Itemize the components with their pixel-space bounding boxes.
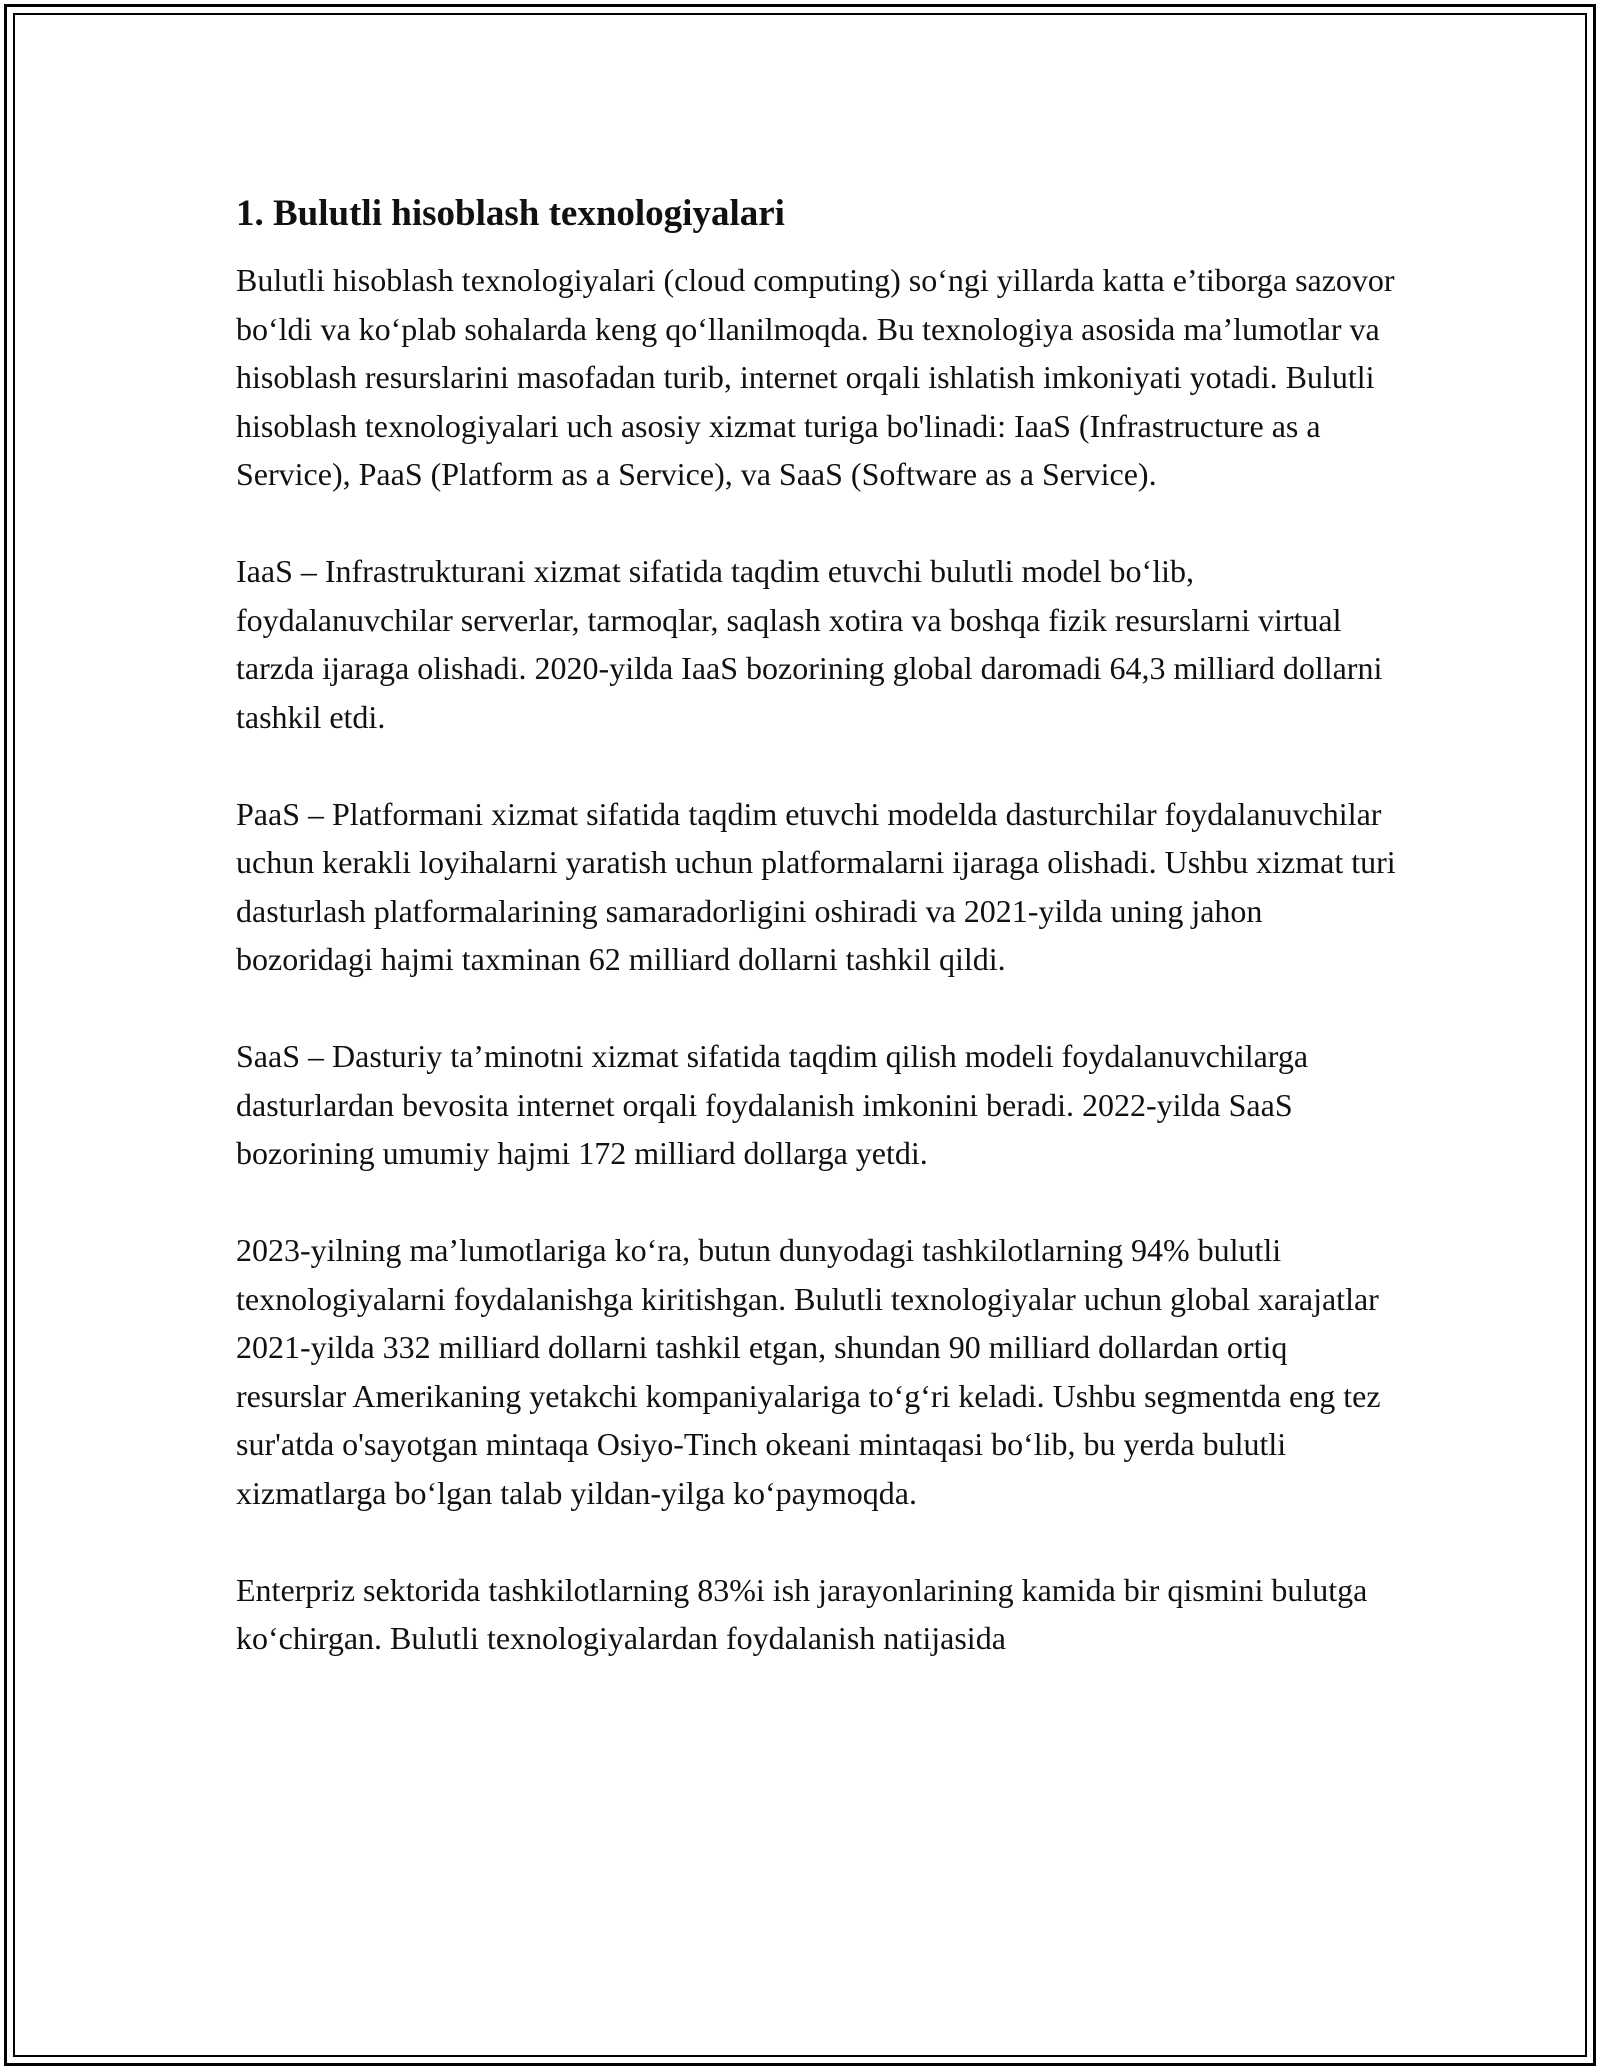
document-body bbox=[236, 186, 1396, 1711]
paragraph-intro: Bulutli hisoblash texnologiyalari (cloud computing) so‘ngi yillarda katta e’tiborga sazovor bo‘ldi va ko‘plab sohalarda keng qo‘llanilmoqda. Bu texnologiya asosida ma’lumotlar va hisoblash resurslarini masofadan turib, internet orqali ishlatish imkoniyati yotadi. Bulutli hisoblash texnologiyalari uch asosiy xizmat turiga bo'linadi: IaaS (Infrastructure as a Service), PaaS (Platform as a Service), va SaaS (Software as a Service). bbox=[236, 262, 1395, 492]
paragraph-statistics-2023: 2023-yilning ma’lumotlariga ko‘ra, butun dunyodagi tashkilotlarning 94% bulutli texnologiyalarni foydalanishga kiritishgan. Bulutli texnologiyalar uchun global xarajatlar 2021-yilda 332 milliard dollarni tashkil etgan, shundan 90 milliard dollardan ortiq resurslar Amerikaning yetakchi kompaniyalariga to‘g‘ri keladi. Ushbu segmentda eng tez sur'atda o'sayotgan mintaqa Osiyo-Tinch okeani mintaqasi bo‘lib, bu yerda bulutli xizmatlarga bo‘lgan talab yildan-yilga ko‘paymoqda. bbox=[236, 1232, 1381, 1511]
section-title: 1. Bulutli hisoblash texnologiyalari bbox=[236, 193, 785, 234]
paragraph-enterprise: Enterpriz sektorida tashkilotlarning 83%i ish jarayonlarining kamida bir qismini bulutga ko‘chirgan. Bulutli texnologiyalardan foydalanish natijasida bbox=[236, 1571, 1368, 1656]
paragraph-iaas: IaaS – Infrastrukturani xizmat sifatida taqdim etuvchi bulutli model bo‘lib, foydalanuvchilar serverlar, tarmoqlar, saqlash xotira va boshqa fizik resurslarni virtual tarzda ijaraga olishadi. 2020-yilda IaaS bozorining global daromadi 64,3 milliard dollarni tashkil etdi. bbox=[236, 553, 1383, 735]
paragraph-saas: SaaS – Dasturiy ta’minotni xizmat sifatida taqdim qilish modeli foydalanuvchilarga dasturlardan bevosita internet orqali foydalanish imkonini beradi. 2022-yilda SaaS bozorining umumiy hajmi 172 milliard dollarga yetdi. bbox=[236, 1038, 1309, 1171]
paragraph-paas: PaaS – Platformani xizmat sifatida taqdim etuvchi modelda dasturchilar foydalanuvchilar uchun kerakli loyihalarni yaratish uchun platformalarni ijaraga olishadi. Ushbu xizmat turi dasturlash platformalarining samaradorligini oshiradi va 2021-yilda uning jahon bozoridagi hajmi taxminan 62 milliard dollarni tashkil qildi. bbox=[236, 795, 1396, 977]
